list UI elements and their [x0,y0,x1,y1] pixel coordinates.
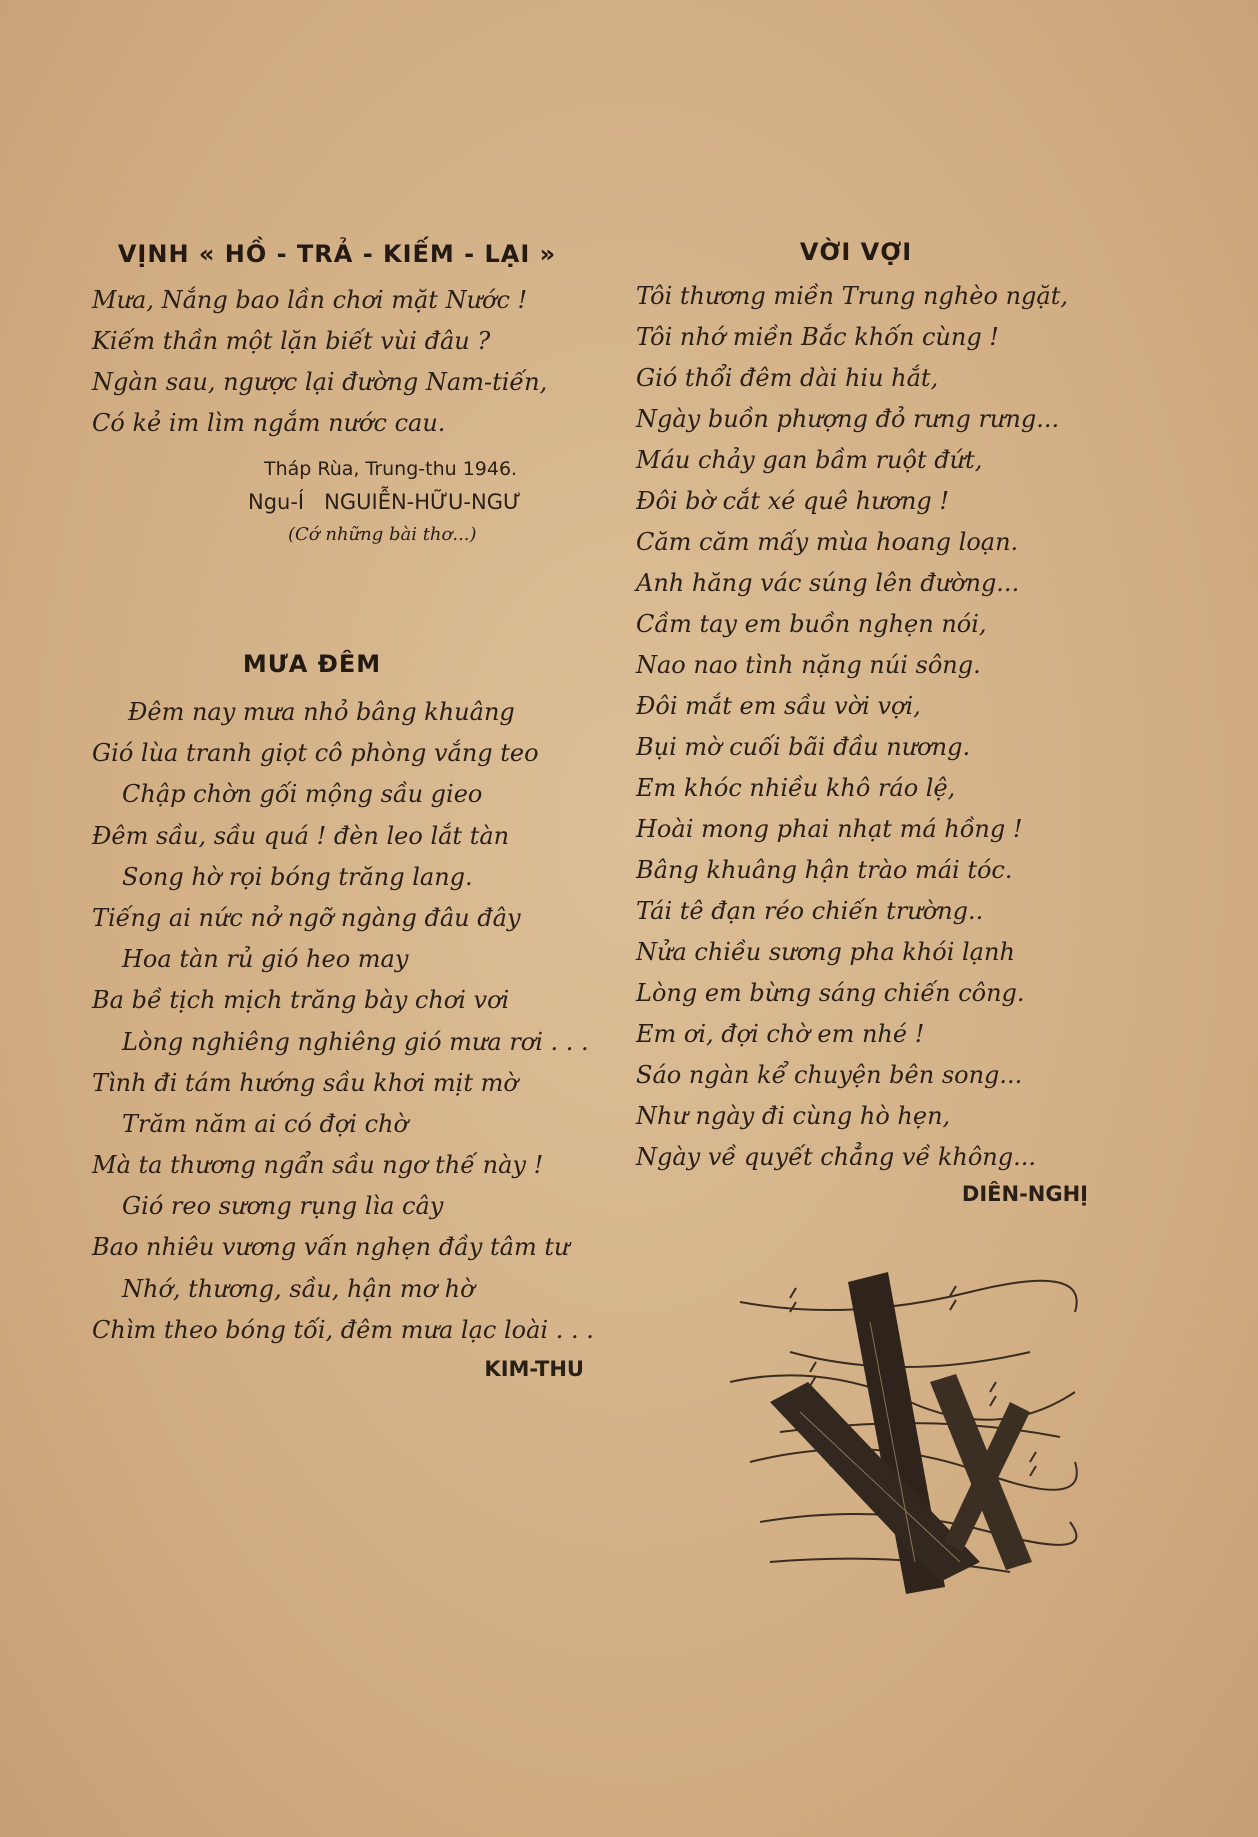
poem-line: Ba bề tịch mịch trăng bày chơi vơi [92,986,510,1015]
poem-line: Hoa tàn rủ gió heo may [122,945,409,974]
poem-line: Tôi nhớ miền Bắc khốn cùng ! [636,323,999,351]
poem-line: Trăm năm ai có đợi chờ [122,1109,408,1138]
poem-line: Đêm sầu, sầu quá ! đèn leo lắt tàn [92,821,510,850]
source-note: (Cớ những bài thơ...) [288,524,477,545]
poem-line: Hoài mong phai nhạt má hồng ! [636,815,1023,843]
poem-line: Kiếm thần một lặn biết vùi đâu ? [92,327,491,355]
poem-line: Đôi bờ cắt xé quê hương ! [636,487,950,515]
poem-line: Như ngày đi cùng hò hẹn, [636,1102,951,1130]
left-column [92,240,602,1381]
poem-line: Ngày về quyết chẳng về không... [636,1143,1036,1171]
poem-line: Lòng nghiêng nghiêng gió mưa rơi . . . [122,1027,589,1056]
poem-line: Căm căm mấy mùa hoang loạn. [636,528,1019,556]
poem-title-mua-dem: MƯA ĐÊM [242,650,382,678]
poem-mua-dem [92,692,602,1351]
poem-line: Tôi thương miền Trung nghèo ngặt, [636,282,1068,310]
poem-line: Bâng khuâng hận trào mái tóc. [636,856,1013,884]
poem-line: Mà ta thương ngẩn sầu ngơ thế này ! [92,1151,544,1180]
poem-line: Nhớ, thương, sầu, hận mơ hờ [122,1274,475,1303]
poem-line: Chập chờn gối mộng sầu gieo [122,780,483,809]
poem-line: Em khóc nhiều khô ráo lệ, [636,774,956,802]
place-date: Tháp Rùa, Trung-thu 1946. [264,458,518,480]
author-kim-thu: KIM-THU [484,1357,584,1381]
poem-line: Ngàn sau, ngược lại đường Nam-tiến, [92,368,548,396]
poem-line: Bao nhiêu vương vấn nghẹn đầy tâm tư [92,1233,570,1262]
author-nguyen-huu-ngu: Ngu-Í NGUIỄN-HỮU-NGƯ [248,490,521,514]
poem-vinh-ho [92,280,602,444]
poem-line: Lòng em bừng sáng chiến công. [636,979,1025,1007]
poem-line: Tình đi tám hướng sầu khơi mịt mờ [92,1068,518,1097]
poem-line: Gió lùa tranh giọt cô phòng vắng teo [92,739,539,768]
poem-line: Gió reo sương rụng lìa cây [122,1192,444,1221]
poem-line: Mưa, Nắng bao lần chơi mặt Nước ! [92,286,528,314]
poem-line: Đôi mắt em sầu vời vợi, [636,692,921,720]
poem-title-voi-voi: VỜI VỢI [799,238,913,266]
poem-line: Chìm theo bóng tối, đêm mưa lạc loài . . . [92,1315,594,1344]
poem-line: Gió thổi đêm dài hiu hắt, [636,364,939,392]
poem-line: Nửa chiều sương pha khói lạnh [636,938,1015,966]
poem-line: Tiếng ai nức nở ngỡ ngàng đâu đây [92,903,521,932]
poem-line: Tái tê đạn réo chiến trường.. [636,897,984,925]
poem-line: Ngày buồn phượng đỏ rưng rưng... [636,405,1060,433]
poem-line: Nao nao tình nặng núi sông. [636,651,981,679]
poem-line: Đêm nay mưa nhỏ bâng khuâng [128,698,515,726]
author-dien-nghi: DIÊN-NGHỊ [961,1182,1088,1206]
poem-line: Có kẻ im lìm ngắm nước cau. [92,409,446,437]
poem-line: Bụi mờ cuối bãi đầu nương. [636,733,971,761]
poem-title-vinh-ho: VỊNH « HỒ - TRẢ - KIẾM - LẠI » [117,240,557,268]
right-column [636,238,1106,1206]
poem-line: Song hờ rọi bóng trăng lang. [122,862,473,891]
poem-line: Sáo ngàn kể chuyện bên song... [636,1061,1023,1089]
poem-line: Máu chảy gan bầm ruột đứt, [636,446,983,474]
poem-voi-voi [636,276,1106,1178]
poem-line: Anh hăng vác súng lên đường... [636,569,1020,597]
poem-line: Cầm tay em buồn nghẹn nói, [636,610,987,638]
barbed-wire-cross-illustration [730,1262,1080,1602]
poem-line: Em ơi, đợi chờ em nhé ! [636,1020,925,1048]
